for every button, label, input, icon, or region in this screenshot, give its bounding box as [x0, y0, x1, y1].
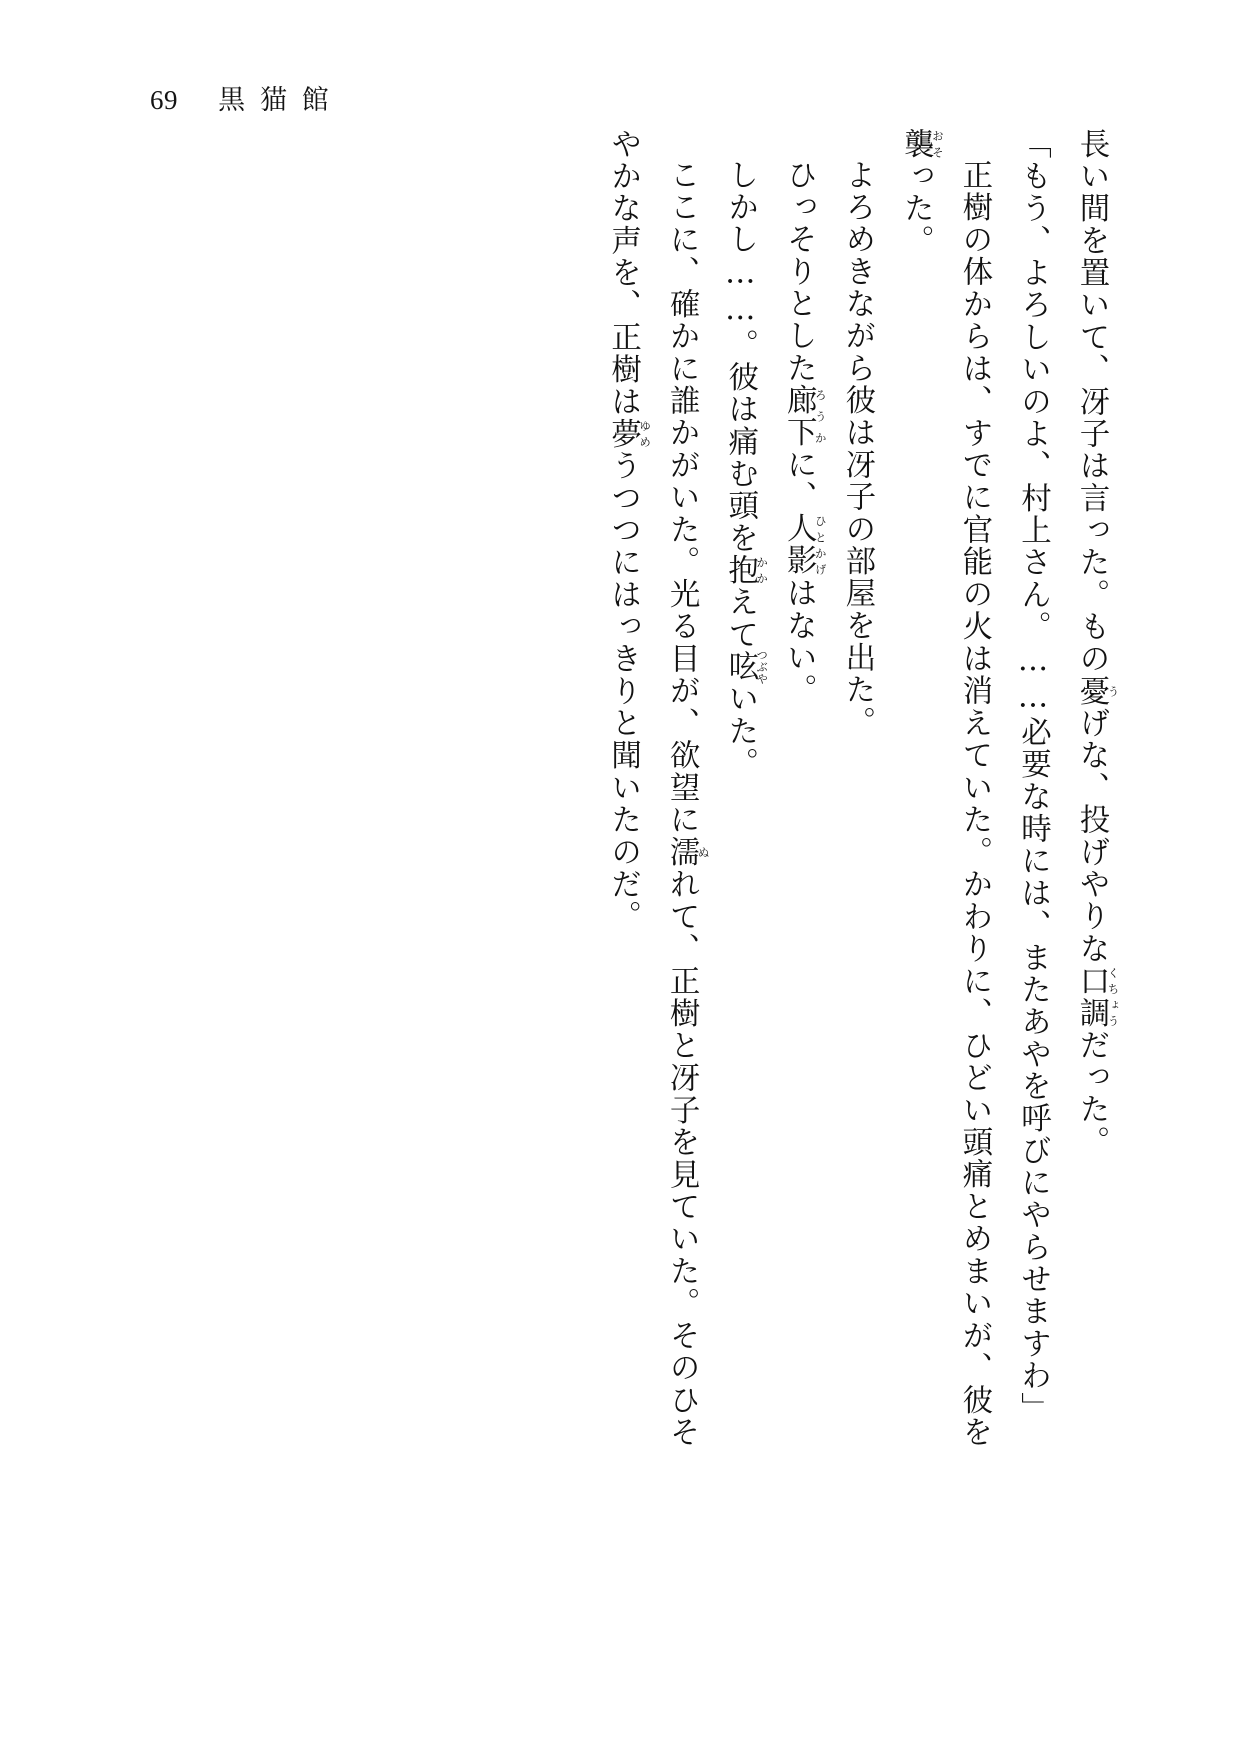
book-title: 黒猫館: [218, 85, 344, 116]
page-number: 69: [150, 85, 179, 115]
body-text: [593, 128, 1120, 1448]
paragraph: しかし……。彼は痛む頭を抱かかえて呟つぶやいた。: [722, 158, 770, 779]
paragraph: ひっそりとした廊下ろうかに、人影ひとかげはない。: [781, 158, 828, 706]
paragraph: 「もう、よろしいのよ、村上さん。……必要な時には、またあやを呼びにやらせますわ」: [1015, 128, 1051, 1425]
running-head: [150, 78, 344, 117]
paragraph: ここに、確かに誰かがいた。光る目が、欲望に濡ぬれて、正樹と冴子を見ていた。そのひそやかな声を、正樹は夢ゆめうつつにはっきりと聞いたのだ。: [605, 128, 711, 1448]
paragraph: 正樹の体からは、すでに官能の火は消えていた。かわりに、ひどい頭痛とめまいが、彼を襲おそった。: [898, 128, 992, 1448]
paragraph: よろめきながら彼は冴子の部屋を出た。: [839, 158, 875, 738]
paragraph: 長い間を置いて、冴子は言った。もの憂うげな、投げやりな口調くちょうだった。: [1074, 128, 1121, 1158]
